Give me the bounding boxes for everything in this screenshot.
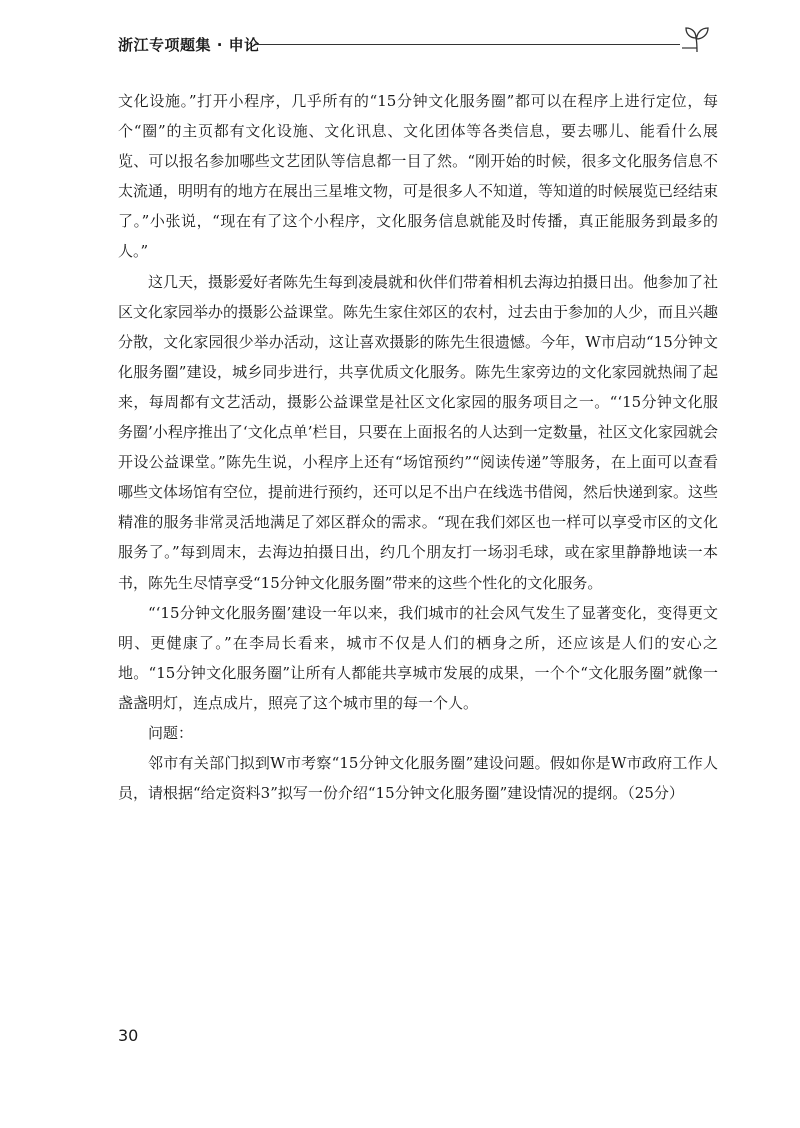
page-number: 30 <box>118 1026 139 1045</box>
paragraph-1: 文化设施。”打开小程序，几乎所有的“15分钟文化服务圈”都可以在程序上进行定位，每个“圈”的主页都有文化设施、文化讯息、文化团体等各类信息，要去哪儿、能看什么展览、可以报名参加哪些文艺团队等信息都一目了然。“刚开始的时候，很多文化服务信息不太流通，明明有的地方在展出三星堆文物，可是很多人不知道，等知道的时候展览已经结束了。”小张说，“现在有了这个小程序，文化服务信息就能及时传播，真正能服务到最多的人。” <box>118 92 719 261</box>
paragraph-3: “‘15分钟文化服务圈’建设一年以来，我们城市的社会风气发生了显著变化，变得更文明、更健康了。”在李局长看来，城市不仅是人们的栖身之所，还应该是人们的安心之地。“15分钟文化服务圈”让所有人都能共享城市发展的成果，一个个“文化服务圈”就像一盏盏明灯，连点成片，照亮了这个城市里的每一个人。 <box>118 603 718 712</box>
body-text <box>118 86 718 808</box>
header-rule <box>256 44 680 45</box>
sprout-icon <box>682 24 712 56</box>
paragraph-2: 这几天，摄影爱好者陈先生每到凌晨就和伙伴们带着相机去海边拍摄日出。他参加了社区文化家园举办的摄影公益课堂。陈先生家住郊区的农村，过去由于参加的人少，而且兴趣分散，文化家园很少举办活动，这让喜欢摄影的陈先生很遗憾。今年，W市启动“15分钟文化服务圈”建设，城乡同步进行，共享优质文化服务。陈先生家旁边的文化家园就热闹了起来，每周都有文艺活动，摄影公益课堂是社区文化家园的服务项目之一。“‘15分钟文化服务圈’小程序推出了‘文化点单’栏目，只要在上面报名的人达到一定数量，社区文化家园就会开设公益课堂。”陈先生说，小程序上还有“场馆预约”“阅读传递”等服务，在上面可以查看哪些文体场馆有空位，提前进行预约，还可以足不出户在线选书借阅，然后快递到家。这些精准的服务非常灵活地满足了郊区群众的需求。“现在我们郊区也一样可以享受市区的文化服务了。”每到周末，去海边拍摄日出，约几个朋友打一场羽毛球，或在家里静静地读一本书，陈先生尽情享受“15分钟文化服务圈”带来的这些个性化的文化服务。 <box>118 272 719 592</box>
header-title: 浙江专项题集 · 申论 <box>118 36 260 54</box>
running-header <box>118 30 718 64</box>
question-text: 邻市有关部门拟到W市考察“15分钟文化服务圈”建设问题。假如你是W市政府工作人员，请根据“给定资料3”拟写一份介绍“15分钟文化服务圈”建设情况的提纲。（25分） <box>118 754 718 803</box>
question-label: 问题： <box>148 723 194 742</box>
